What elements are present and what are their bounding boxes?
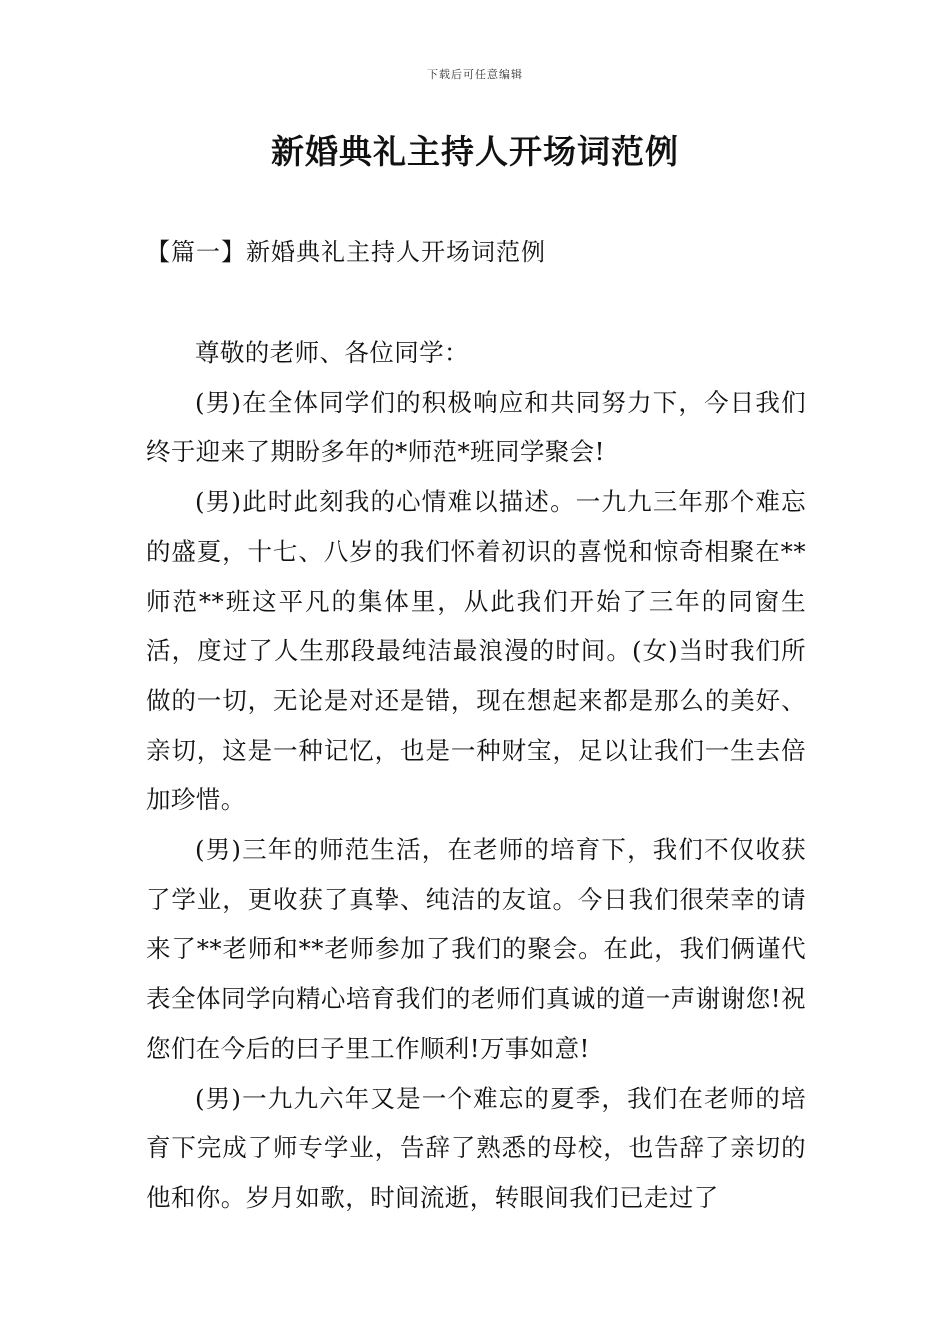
paragraph: (男)一九九六年又是一个难忘的夏季，我们在老师的培育下完成了师专学业，告辞了熟悉的母校，也告辞了亲切的他和你。岁月如歌，时间流逝，转眼间我们已走过了 xyxy=(146,1083,806,1212)
document-title: 新婚典礼主持人开场词范例 xyxy=(271,132,679,171)
paragraph: (男)在全体同学们的积极响应和共同努力下，今日我们终于迎来了期盼多年的*师范*班同学聚会! xyxy=(146,387,806,467)
paragraph-salutation: 尊敬的老师、各位同学： xyxy=(195,338,469,367)
document-body xyxy=(146,328,806,1223)
section-heading: 【篇一】新婚典礼主持人开场词范例 xyxy=(146,238,546,266)
paragraph: (男)此时此刻我的心情难以描述。一九九三年那个难忘的盛夏，十七、八岁的我们怀着初识的喜悦和惊奇相聚在**师范**班这平凡的集体里，从此我们开始了三年的同窗生活，度过了人生那段最纯洁最浪漫的时间。(女)当时我们所做的一切，无论是对还是错，现在想起来都是那么的美好、亲切，这是一种记忆，也是一种财宝，足以让我们一生去倍加珍惜。 xyxy=(146,487,806,815)
paragraph: (男)三年的师范生活，在老师的培育下，我们不仅收获了学业，更收获了真挚、纯洁的友谊。今日我们很荣幸的请来了**老师和**老师参加了我们的聚会。在此，我们俩谨代表全体同学向精心培育我们的老师们真诚的道一声谢谢您!祝您们在今后的曰子里工作顺利!万事如意! xyxy=(146,835,806,1063)
header-note: 下载后可任意编辑 xyxy=(427,68,523,81)
